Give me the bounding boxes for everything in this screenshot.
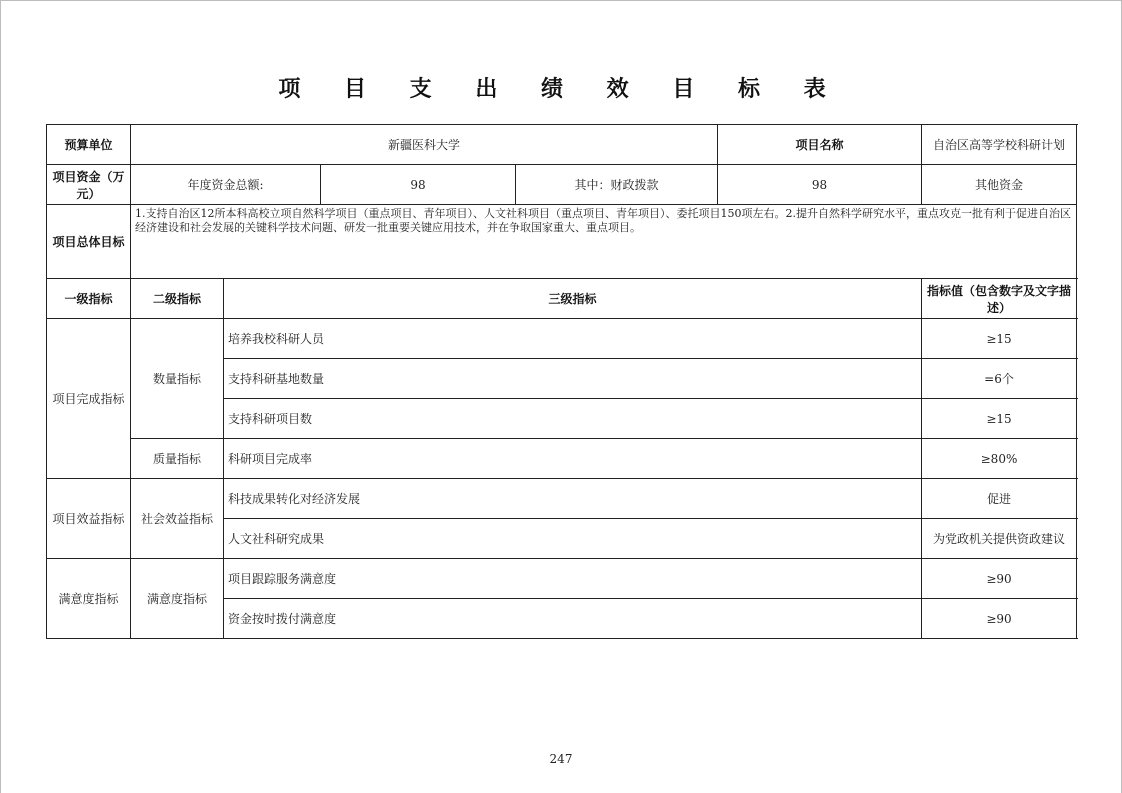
page-edge-top	[0, 0, 1122, 1]
row-indicator-header	[47, 279, 1077, 319]
page-edge-left	[0, 0, 1, 793]
performance-goal-table	[46, 124, 1077, 639]
project-name-value: 自治区高等学校科研计划	[922, 125, 1077, 165]
level2-cell: 质量指标	[131, 439, 224, 479]
level3-cell: 科研项目完成率	[224, 439, 922, 479]
annual-total-value: 98	[321, 165, 516, 205]
level3-cell: 科技成果转化对经济发展	[224, 479, 922, 519]
fiscal-label: 其中：财政拨款	[516, 165, 718, 205]
annual-total-label: 年度资金总额:	[131, 165, 321, 205]
header-indicator-value: 指标值（包含数字及文字描述）	[922, 279, 1077, 319]
indicator-value-cell: ≥90	[922, 599, 1077, 639]
table-row	[47, 559, 1077, 599]
project-funds-label: 项目资金（万元）	[47, 165, 131, 205]
level3-cell: 支持科研基地数量	[224, 359, 922, 399]
indicator-value-cell: ≥80%	[922, 439, 1077, 479]
fiscal-value: 98	[718, 165, 922, 205]
level2-cell: 数量指标	[131, 319, 224, 439]
budget-unit-value: 新疆医科大学	[131, 125, 718, 165]
page-number: 247	[549, 752, 573, 766]
indicator-value-cell: 促进	[922, 479, 1077, 519]
level3-cell: 项目跟踪服务满意度	[224, 559, 922, 599]
indicator-value-cell: ≥15	[922, 399, 1077, 439]
indicator-value-cell: ≥90	[922, 559, 1077, 599]
header-level2: 二级指标	[131, 279, 224, 319]
overall-goal-label: 项目总体目标	[47, 205, 131, 279]
table-row	[47, 479, 1077, 519]
level2-cell: 社会效益指标	[131, 479, 224, 559]
row-budget-unit	[47, 125, 1077, 165]
level2-cell: 满意度指标	[131, 559, 224, 639]
level1-cell: 项目效益指标	[47, 479, 131, 559]
level1-cell: 满意度指标	[47, 559, 131, 639]
indicator-value-cell: 为党政机关提供资政建议	[922, 519, 1077, 559]
row-overall-goal	[47, 205, 1077, 279]
row-project-funds	[47, 165, 1077, 205]
header-level3: 三级指标	[224, 279, 922, 319]
other-funds-label: 其他资金	[922, 165, 1077, 205]
page-title: 项 目 支 出 绩 效 目 标 表	[278, 77, 844, 102]
level1-cell: 项目完成指标	[47, 319, 131, 479]
budget-unit-label: 预算单位	[47, 125, 131, 165]
overall-goal-text: 1.支持自治区12所本科高校立项自然科学项目（重点项目、青年项目）、人文社科项目（重点项目、青年项目）、委托项目150项左右。2.提升自然科学研究水平，重点攻克一批有利于促进自治区经济建设和社会发展的关键科学技术问题、研发一批重要关键应用技术，并在争取国家重大、重点项目。	[131, 205, 1077, 279]
table-row	[47, 439, 1077, 479]
header-level1: 一级指标	[47, 279, 131, 319]
indicator-value-cell: ≥15	[922, 319, 1077, 359]
level3-cell: 资金按时拨付满意度	[224, 599, 922, 639]
indicator-value-cell: =6个	[922, 359, 1077, 399]
table-row	[47, 319, 1077, 359]
level3-cell: 培养我校科研人员	[224, 319, 922, 359]
project-name-label: 项目名称	[718, 125, 922, 165]
level3-cell: 支持科研项目数	[224, 399, 922, 439]
level3-cell: 人文社科研究成果	[224, 519, 922, 559]
